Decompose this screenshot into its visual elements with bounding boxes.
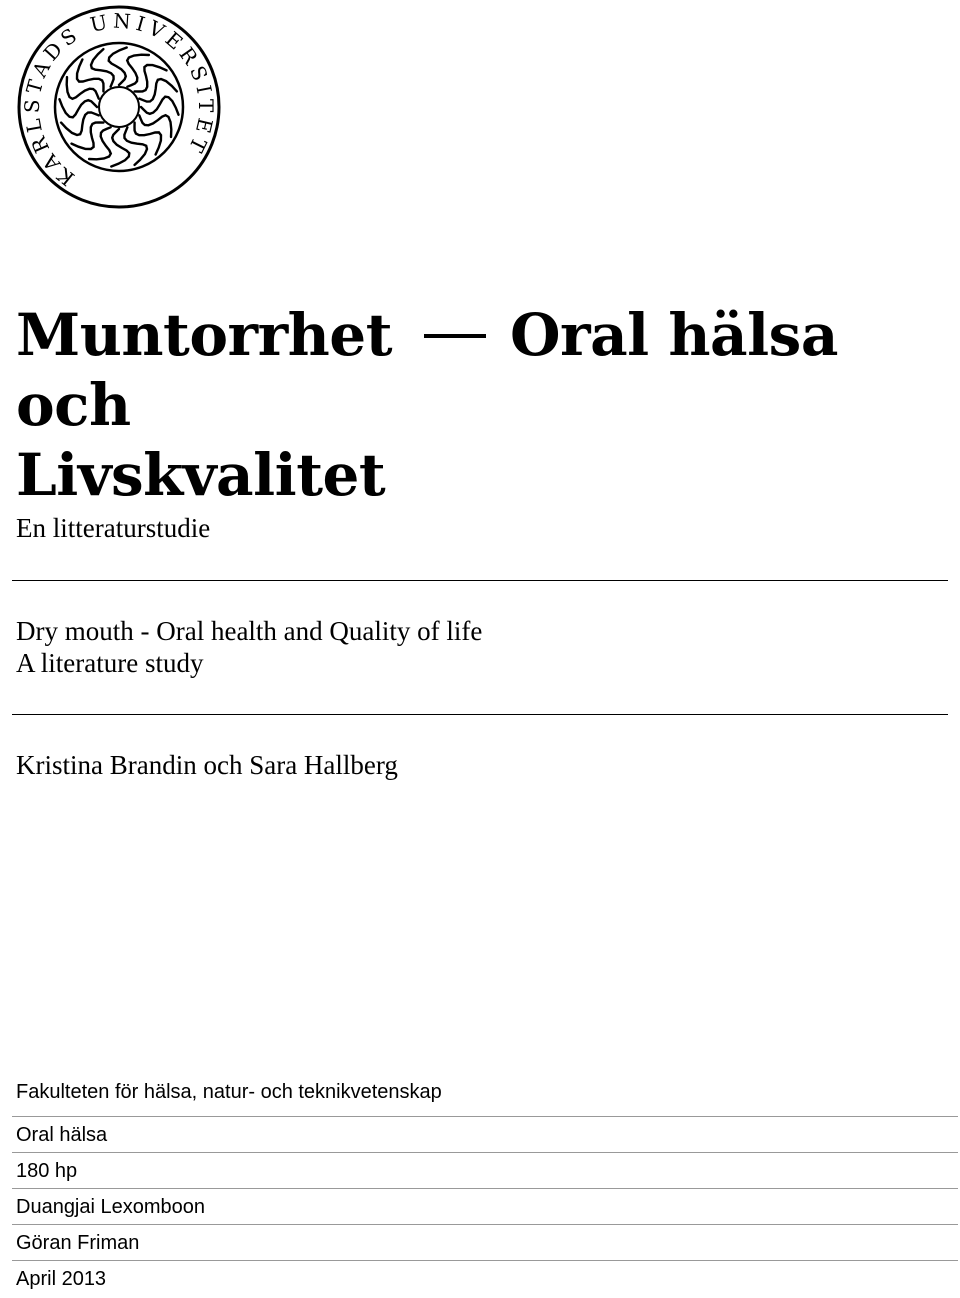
examiner: Göran Friman <box>16 1232 140 1254</box>
english-subtitle: A literature study <box>16 648 204 678</box>
faculty: Fakulteten för hälsa, natur- och teknikvetenskap <box>16 1081 442 1103</box>
seal-ray <box>109 48 127 86</box>
footer-rule-3 <box>12 1188 958 1189</box>
subtitle-swedish: En litteraturstudie <box>16 513 211 543</box>
title-part-3: Livskvalitet <box>16 441 386 509</box>
footer-rule-4 <box>12 1224 958 1225</box>
seal-ray <box>111 129 129 167</box>
university-seal-logo <box>12 2 226 212</box>
program: Oral hälsa <box>16 1124 108 1146</box>
credits: 180 hp <box>16 1160 78 1182</box>
seal-ray <box>60 99 98 117</box>
footer-rule-1 <box>12 1116 958 1117</box>
footer-rule-5 <box>12 1260 958 1261</box>
english-title: Dry mouth - Oral health and Quality of life <box>16 616 483 646</box>
divider-2 <box>12 714 948 715</box>
authors: Kristina Brandin och Sara Hallberg <box>16 750 398 780</box>
title-part-1: Muntorrhet <box>16 301 392 369</box>
title-dash <box>424 334 486 338</box>
title-part-2: Oral hälsa och <box>16 301 838 439</box>
svg-text:KARLSTADS UNIVERSITET: KARLSTADS UNIVERSITET <box>19 8 219 191</box>
footer-rule-2 <box>12 1152 958 1153</box>
divider-1 <box>12 580 948 581</box>
thesis-title <box>16 300 946 510</box>
date: April 2013 <box>16 1268 107 1290</box>
seal-ray <box>141 97 179 115</box>
supervisor: Duangjai Lexomboon <box>16 1196 206 1218</box>
